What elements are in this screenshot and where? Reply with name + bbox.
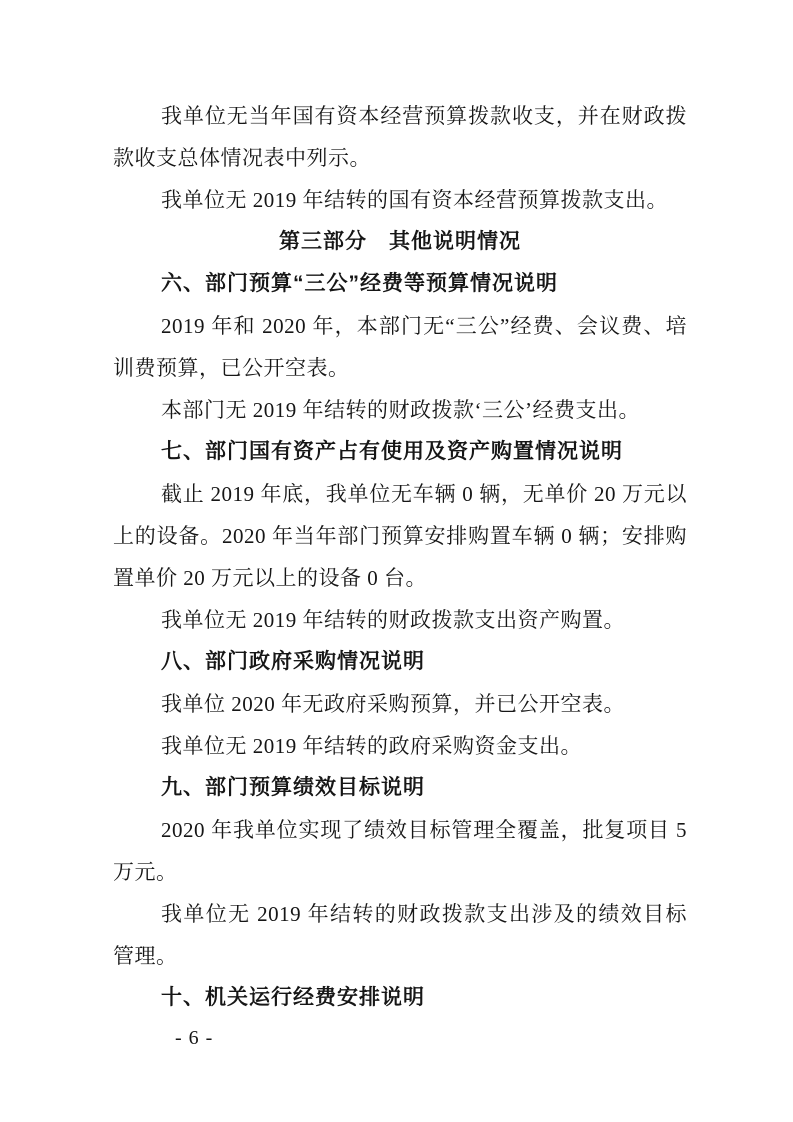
paragraph-no-state-capital-budget: 我单位无当年国有资本经营预算拨款收支，并在财政拨款收支总体情况表中列示。 bbox=[113, 104, 687, 170]
section-heading-nine: 九、部门预算绩效目标说明 bbox=[161, 776, 425, 799]
section-heading-seven: 七、部门国有资产占有使用及资产购置情况说明 bbox=[161, 440, 623, 463]
paragraph-no-2019-carryover-state-capital: 我单位无 2019 年结转的国有资本经营预算拨款支出。 bbox=[161, 188, 668, 212]
section-heading-six: 六、部门预算“三公”经费等预算情况说明 bbox=[161, 272, 558, 295]
paragraph-no-2019-carryover-asset-purchase: 我单位无 2019 年结转的财政拨款支出资产购置。 bbox=[161, 608, 625, 632]
page-number: - 6 - bbox=[175, 1027, 214, 1049]
paragraph-no-2019-carryover-procurement: 我单位无 2019 年结转的政府采购资金支出。 bbox=[161, 734, 582, 758]
paragraph-no-2019-carryover-performance: 我单位无 2019 年结转的财政拨款支出涉及的绩效目标管理。 bbox=[113, 902, 687, 968]
paragraph-performance-targets: 2020 年我单位实现了绩效目标管理全覆盖，批复项目 5 万元。 bbox=[113, 818, 687, 884]
document-body bbox=[113, 95, 687, 1019]
page-footer bbox=[175, 1023, 213, 1053]
paragraph-three-public-funds: 2019 年和 2020 年，本部门无“三公”经费、会议费、培训费预算，已公开空表。 bbox=[113, 314, 687, 380]
paragraph-no-2020-procurement: 我单位 2020 年无政府采购预算，并已公开空表。 bbox=[161, 692, 625, 716]
chapter-heading-part-three: 第三部分 其他说明情况 bbox=[279, 230, 521, 253]
paragraph-asset-occupancy: 截止 2019 年底，我单位无车辆 0 辆，无单价 20 万元以上的设备。2020 年当年部门预算安排购置车辆 0 辆；安排购置单价 20 万元以上的设备 0 台。 bbox=[113, 482, 687, 590]
section-heading-eight: 八、部门政府采购情况说明 bbox=[161, 650, 425, 673]
paragraph-no-2019-carryover-three-public: 本部门无 2019 年结转的财政拨款‘三公’经费支出。 bbox=[161, 398, 640, 422]
section-heading-ten: 十、机关运行经费安排说明 bbox=[161, 986, 425, 1009]
